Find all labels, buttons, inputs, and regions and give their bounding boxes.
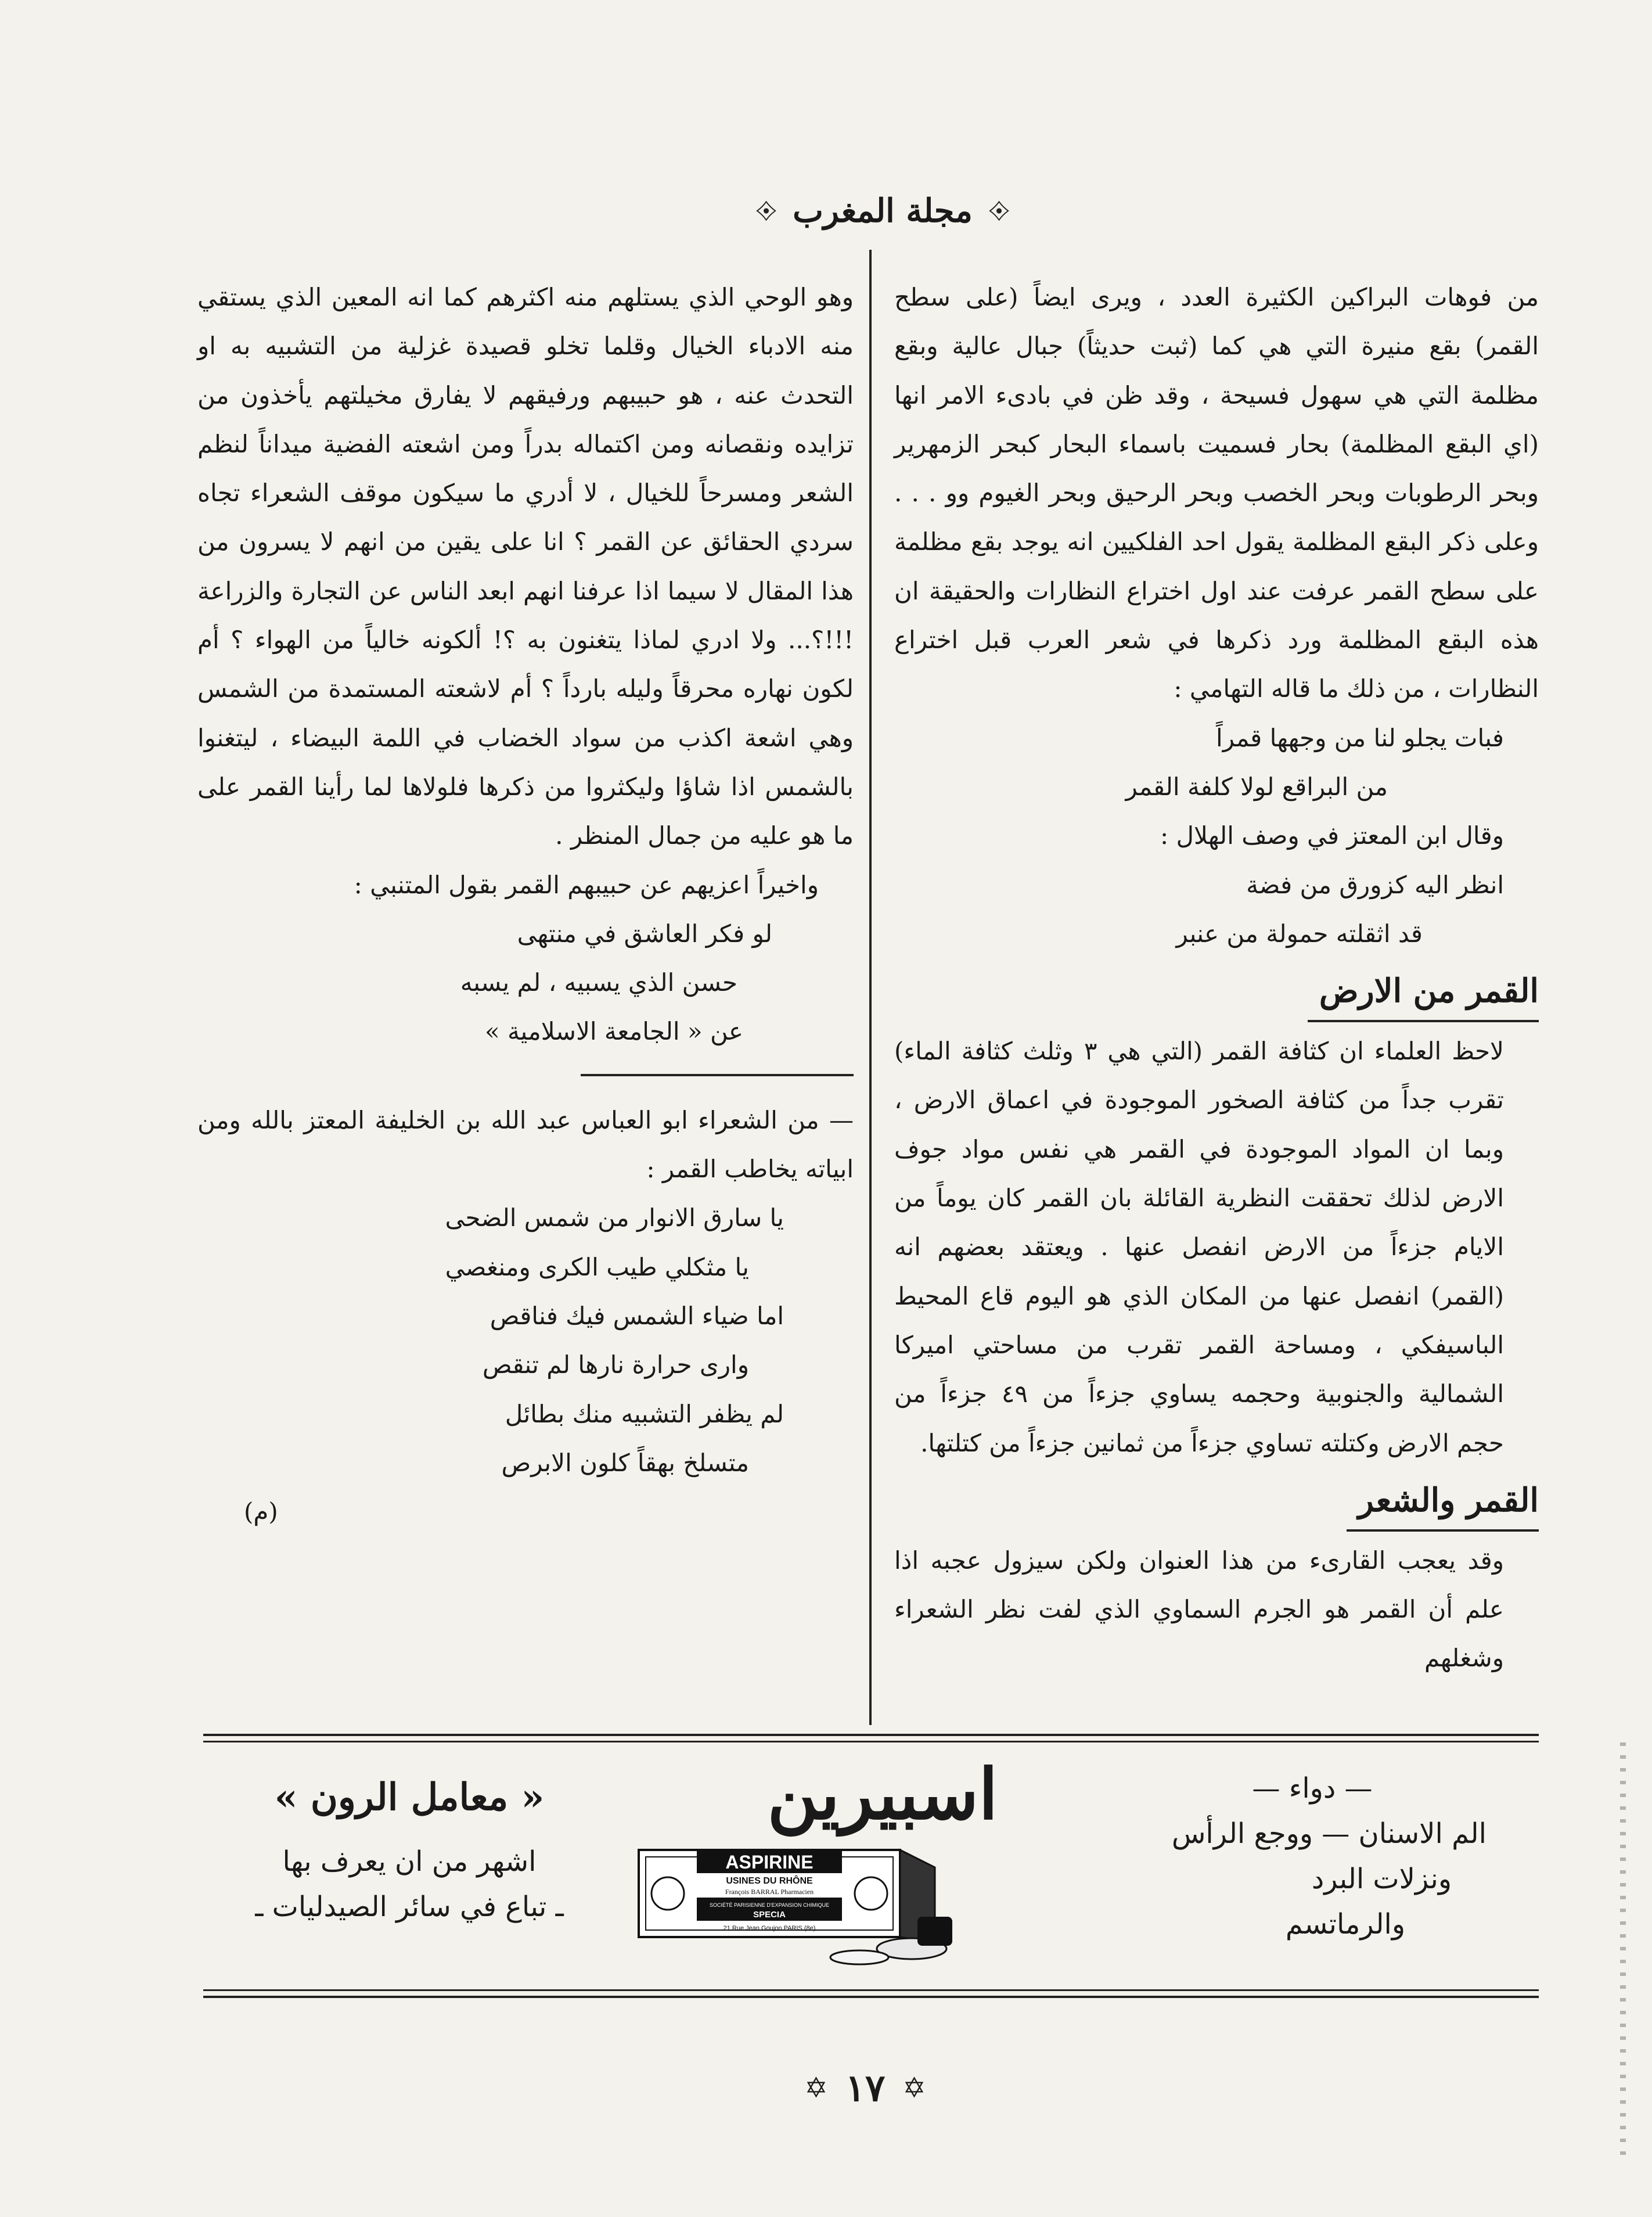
- aspirin-specia-text: SPECIA: [753, 1910, 786, 1920]
- poem-line: واری حرارة نارها لم تنقص: [482, 1350, 749, 1379]
- verse-line: [894, 714, 1539, 763]
- verse-hemistich: فبات يجلو لنا من وجهها قمراً: [1216, 723, 1504, 752]
- separator: [581, 1074, 854, 1076]
- ad-border: [203, 1989, 1539, 1991]
- page-number: [778, 2065, 952, 2111]
- page-number-text: ١٧: [845, 2066, 886, 2110]
- aspirin-society-text: SOCIÉTÉ PARISIENNE D'EXPANSION CHIMIQUE: [710, 1902, 829, 1908]
- verse-line: [894, 763, 1539, 811]
- ad-border: [203, 1996, 1539, 1998]
- ad-border: [203, 1741, 1539, 1742]
- verse-hemistich: حسن الذي يسبيه ، لم يسبه: [460, 968, 737, 997]
- ornament-icon: [755, 193, 778, 228]
- ad-line: الم الاسنان — ووجع الرأس: [1171, 1817, 1487, 1850]
- paragraph: لاحظ العلماء ان كثافة القمر (التي هي ٣ وثلث كثافة الماء) تقرب جداً من كثافة الصخور الموجودة في اعماق الارض ، وبما ان المواد الموجودة في القمر هي نفس مواد جوف الارض لذلك تحققت النظرية القائلة بان القمر كان يوماً من الايام جزءاً من الارض انفصل عنها . ويعتقد بعضهم انه (القمر) انفصل عنها من المكان الذي هو اليوم قاع المحيط الباسيفكي ، ومساحة القمر تقرب من مساحتي اميركا الشمالية والجنوبية وحجمه يساوي جزءاً من ٤٩ جزءاً من حجم الارض وكتلته تساوي جزءاً من ثمانين جزءاً من كتلتها.: [894, 1037, 1504, 1457]
- aspirin-sub-text: USINES DU RHÔNE: [726, 1876, 813, 1886]
- left-column: [197, 273, 854, 1536]
- ad-company-name: « معامل الرون »: [274, 1776, 545, 1819]
- binding-edge: [1620, 1742, 1626, 2161]
- signature: (م): [244, 1497, 278, 1526]
- verse-line: [197, 910, 854, 958]
- column-divider: [869, 250, 872, 1725]
- verse-hemistich: قد اثقلته حمولة من عنبر: [1176, 919, 1423, 948]
- poem-line: اما ضياء الشمس فيك فناقص: [490, 1301, 784, 1330]
- right-column: [894, 273, 1539, 1683]
- poem-line: متسلخ بهقاً كلون الابرص: [501, 1448, 749, 1477]
- ad-line: ـ تباع في سائر الصيدليات ـ: [255, 1891, 564, 1923]
- paragraph: وقد يعجب القارىء من هذا العنوان ولكن سيزول عجبه اذا علم أن القمر هو الجرم السماوي الذي لفت نظر الشعراء وشغلهم: [894, 1546, 1504, 1673]
- page-header: [755, 185, 1010, 237]
- aspirin-address-text: 21 Rue Jean Goujon PARIS (8e): [723, 1925, 816, 1932]
- ad-line: والرماتسم: [1285, 1908, 1405, 1941]
- ad-line: ونزلات البرد: [1311, 1863, 1452, 1895]
- paragraph: وقال ابن المعتز في وصف الهلال :: [1160, 821, 1504, 850]
- section-title: القمر من الارض: [1308, 962, 1539, 1022]
- ad-left-panel: [203, 1766, 616, 1929]
- paragraph: وهو الوحي الذي يستلهم منه اكثرهم كما انه المعين الذي يستقي منه الادباء الخيال وقلما تخلو قصيدة غزلية من التشبيه به او التحدث عنه ، هو حبيبهم ورفيقهم لا يفارق مخيلتهم يأخذون من تزايده ونقصانه ومن اكتماله بدراً ومن اشعته الفضية ميداناً لنظم الشعر ومسرحاً للخيال ، لا أدري ما سيكون موقف الشعراء تجاه سردي الحقائق عن القمر ؟ انا على يقين من انهم لا يسرون من هذا المقال لا سيما اذا عرفنا انهم ابعد الناس عن التجارة والزراعة !!!؟... ولا ادري لماذا يتغنون به ؟! ألكونه خالياً من الهواء ؟ أم لكون نهاره محرقاً وليله بارداً ؟ أم لاشعته المستمدة من الشمس وهي اشعة اكذب من سواد الخضاب في اللمة البيضاء ، ليتغنوا بالشمس اذا شاؤا وليكثروا من ذكرها فلولاها لما رأينا القمر على ما هو عليه من جمال المنظر .: [197, 283, 854, 850]
- verse-hemistich: انظر اليه كزورق من فضة: [1246, 870, 1504, 899]
- paragraph: من فوهات البراكين الكثيرة العدد ، ويرى ايضاً (على سطح القمر) بقع منيرة التي هي كما (ثبت حديثاً) جبال عالية وبقع مظلمة التي هي سهول فسيحة ، وقد ظن في بادىء الامر انها (اي البقع المظلمة) بحار فسميت باسماء البحار كبحر الزمهرير وبحر الرطوبات وبحر الخصب وبحر الرحيق وبحر الغيوم وو . . . وعلى ذكر البقع المظلمة يقول احد الفلكيين انه يوجد بقع مظلمة على سطح القمر عرفت عند اول اختراع النظارات والحقيقة ان هذه البقع المظلمة ورد ذكرها في شعر العرب قبل اختراع النظارات ، من ذلك ما قاله التهامي :: [894, 283, 1539, 703]
- section-title: القمر والشعر: [1347, 1471, 1539, 1532]
- poem-line: لم يظفر التشبيه منك بطائل: [505, 1399, 784, 1428]
- ad-border: [203, 1734, 1539, 1736]
- verse-hemistich: من البراقع لولا كلفة القمر: [1125, 772, 1388, 801]
- star-icon: ✡: [804, 2072, 828, 2104]
- verse-line: [197, 958, 854, 1007]
- paragraph: واخيراً اعزيهم عن حبيبهم القمر بقول المتنبي :: [354, 870, 819, 899]
- aspirin-brand-text: ASPIRINE: [725, 1852, 814, 1873]
- ad-right-panel: [1138, 1766, 1487, 1947]
- verse-hemistich: لو فكر العاشق في منتهى: [517, 919, 772, 948]
- magazine-title: مجلة المغرب: [793, 192, 973, 230]
- ad-line: اشهر من ان يعرف بها: [282, 1845, 537, 1878]
- poem: [197, 1194, 854, 1487]
- ad-line: — دواء —: [1252, 1772, 1373, 1805]
- ornament-icon: [988, 193, 1010, 228]
- verse-line: [894, 861, 1539, 910]
- source-credit: عن « الجامعة الاسلامية »: [484, 1017, 743, 1046]
- paragraph: — من الشعراء ابو العباس عبد الله بن الخليفة المعتز بالله ومن ابياته يخاطب القمر :: [197, 1105, 854, 1184]
- poem-line: يا سارق الانوار من شمس الضحى: [445, 1203, 784, 1233]
- poem-line: يا مثكلي طيب الكرى ومنغصي: [445, 1252, 749, 1281]
- aspirin-pharm-text: François BARRAL Pharmacien: [725, 1888, 814, 1896]
- aspirin-box-illustration: [633, 1844, 958, 1966]
- verse-line: [894, 910, 1539, 958]
- star-icon: ✡: [902, 2072, 926, 2104]
- aspirin-title: اسبيرين: [767, 1754, 998, 1835]
